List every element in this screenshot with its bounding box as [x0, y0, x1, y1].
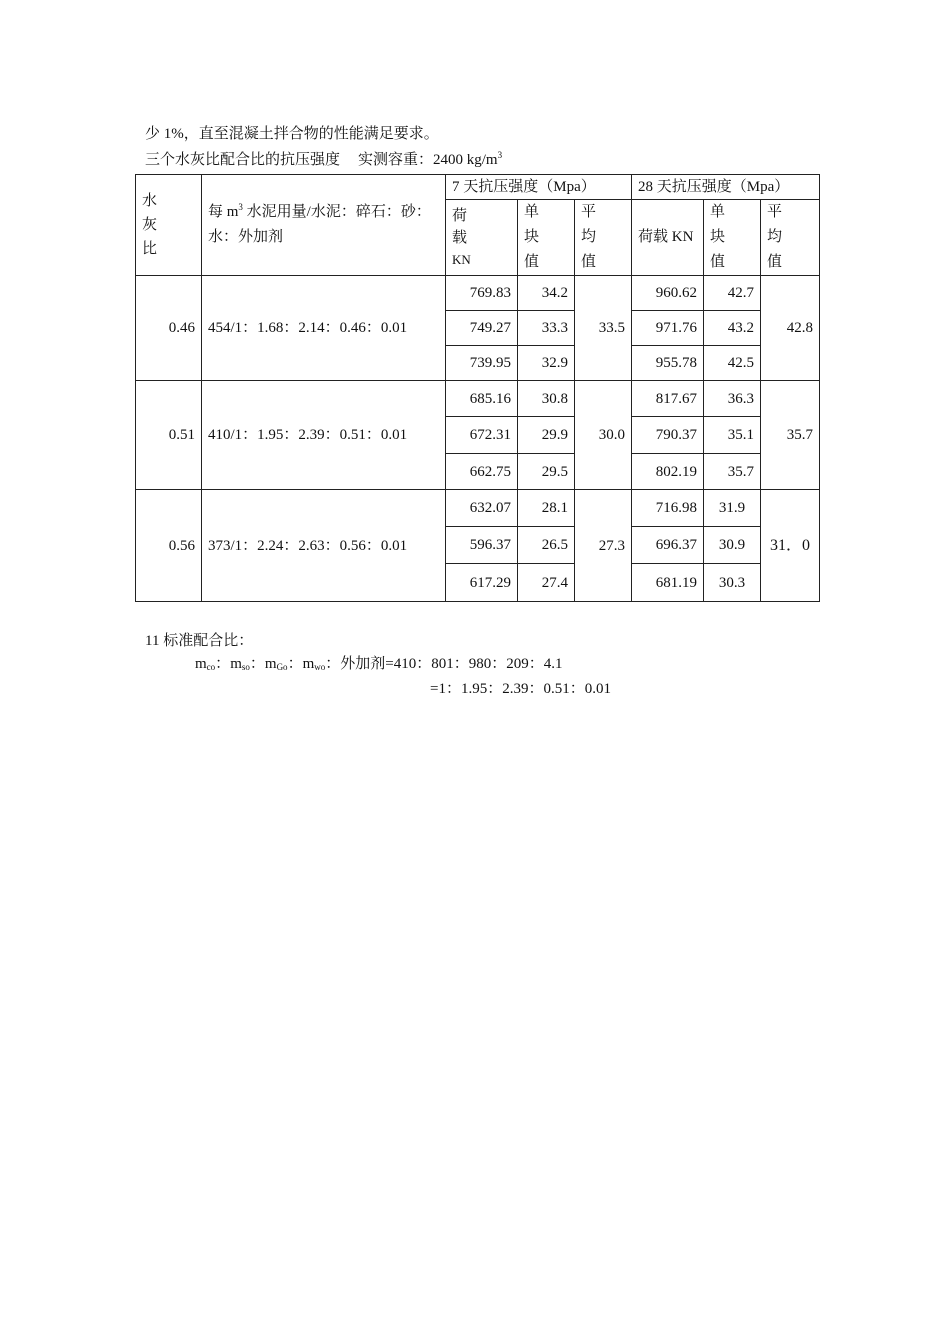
- single28-cell: 30.3: [704, 564, 761, 602]
- table-row: [136, 381, 820, 417]
- load7-cell: 662.75: [446, 454, 518, 490]
- formula-sub-c: co: [206, 662, 216, 672]
- mix-ratio-cell: 373/1：2.24：2.63：0.56：0.01: [202, 490, 446, 602]
- header-single-28: 单 块 值: [704, 200, 761, 276]
- formula-sep: ：: [287, 656, 303, 672]
- header-load-kn-7-label: 荷 载: [452, 207, 482, 246]
- load28-cell: 955.78: [632, 346, 704, 381]
- wc-ratio-cell: 0.51: [136, 381, 202, 490]
- header-mix-ratio: [202, 175, 446, 276]
- header-load-kn-28: 荷载 KN: [632, 200, 704, 276]
- header-day7: 7 天抗压强度（Mpa）: [446, 175, 632, 200]
- formula-sep: ：: [249, 656, 265, 672]
- load28-cell: 716.98: [632, 490, 704, 527]
- wc-ratio-cell: 0.56: [136, 490, 202, 602]
- load28-cell: 790.37: [632, 417, 704, 454]
- load28-cell: 960.62: [632, 276, 704, 311]
- single28-cell: 36.3: [704, 381, 761, 417]
- mix-ratio-cell: 454/1：1.68：2.14：0.46：0.01: [202, 276, 446, 381]
- formula-sep: ：: [325, 656, 341, 672]
- formula-sep: ：: [215, 656, 231, 672]
- single7-cell: 27.4: [518, 564, 575, 602]
- avg7-cell: 30.0: [575, 381, 632, 490]
- single7-cell: 28.1: [518, 490, 575, 527]
- formula-sub-s: so: [241, 662, 250, 672]
- single7-cell: 29.9: [518, 417, 575, 454]
- single28-cell: 42.7: [704, 276, 761, 311]
- header-load-kn-7: [446, 200, 518, 276]
- single28-cell: 30.9: [704, 527, 761, 564]
- load28-cell: 817.67: [632, 381, 704, 417]
- single7-cell: 30.8: [518, 381, 575, 417]
- load7-cell: 685.16: [446, 381, 518, 417]
- wc-ratio-cell: 0.46: [136, 276, 202, 381]
- formula-m-w: m: [302, 656, 315, 672]
- single7-cell: 29.5: [518, 454, 575, 490]
- single7-cell: 32.9: [518, 346, 575, 381]
- caption-density-sup: 3: [497, 150, 503, 160]
- single7-cell: 26.5: [518, 527, 575, 564]
- strength-table: [135, 174, 820, 602]
- formula-sub-g: Go: [276, 662, 288, 672]
- header-average-7: 平 均 值: [575, 200, 632, 276]
- single28-cell: 35.1: [704, 417, 761, 454]
- single28-cell: 31.9: [704, 490, 761, 527]
- header-mix-post: 水泥用量/水泥：碎石：砂：水：外加剂: [208, 204, 431, 245]
- mix-ratio-line: =1：1.95：2.39：0.51：0.01: [430, 681, 611, 697]
- load28-cell: 802.19: [632, 454, 704, 490]
- single7-cell: 33.3: [518, 311, 575, 346]
- single28-cell: 35.7: [704, 454, 761, 490]
- formula-sub-w: wo: [314, 662, 326, 672]
- single28-cell: 42.5: [704, 346, 761, 381]
- avg28-cell: 35.7: [761, 381, 820, 490]
- header-wc-ratio: 水 灰 比: [136, 175, 202, 276]
- load7-cell: 769.83: [446, 276, 518, 311]
- formula-tail: 外加剂=410：801：980：209：4.1: [340, 656, 563, 672]
- table-caption: [145, 150, 502, 170]
- caption-density: 实测容重：2400 kg/m: [358, 152, 498, 168]
- table-row: [136, 276, 820, 311]
- single28-cell: 43.2: [704, 311, 761, 346]
- section-title: 11 标准配合比：: [145, 633, 254, 649]
- load7-cell: 749.27: [446, 311, 518, 346]
- formula-m-c: m: [195, 656, 207, 672]
- table-row: [136, 490, 820, 527]
- load7-cell: 632.07: [446, 490, 518, 527]
- header-single-7: 单 块 值: [518, 200, 575, 276]
- formula-m-g: m: [264, 656, 277, 672]
- load28-cell: 696.37: [632, 527, 704, 564]
- avg28-cell: 42.8: [761, 276, 820, 381]
- header-load-kn-7-unit: KN: [452, 251, 471, 267]
- avg28-cell: 31．0: [761, 490, 820, 602]
- formula-m-s: m: [230, 656, 242, 672]
- mix-formula: [195, 654, 562, 674]
- avg7-cell: 27.3: [575, 490, 632, 602]
- load28-cell: 681.19: [632, 564, 704, 602]
- load7-cell: 672.31: [446, 417, 518, 454]
- load7-cell: 739.95: [446, 346, 518, 381]
- caption-title: 三个水灰比配合比的抗压强度: [145, 152, 341, 168]
- header-day28: 28 天抗压强度（Mpa）: [632, 175, 820, 200]
- load7-cell: 617.29: [446, 564, 518, 602]
- single7-cell: 34.2: [518, 276, 575, 311]
- load28-cell: 971.76: [632, 311, 704, 346]
- intro-text: 少 1%，直至混凝土拌合物的性能满足要求。: [145, 126, 439, 142]
- mix-ratio-cell: 410/1：1.95：2.39：0.51：0.01: [202, 381, 446, 490]
- header-mix-sup: 3: [238, 202, 243, 212]
- header-mix-pre: 每 m: [208, 204, 239, 220]
- load7-cell: 596.37: [446, 527, 518, 564]
- avg7-cell: 33.5: [575, 276, 632, 381]
- header-average-28: 平 均 值: [761, 200, 820, 276]
